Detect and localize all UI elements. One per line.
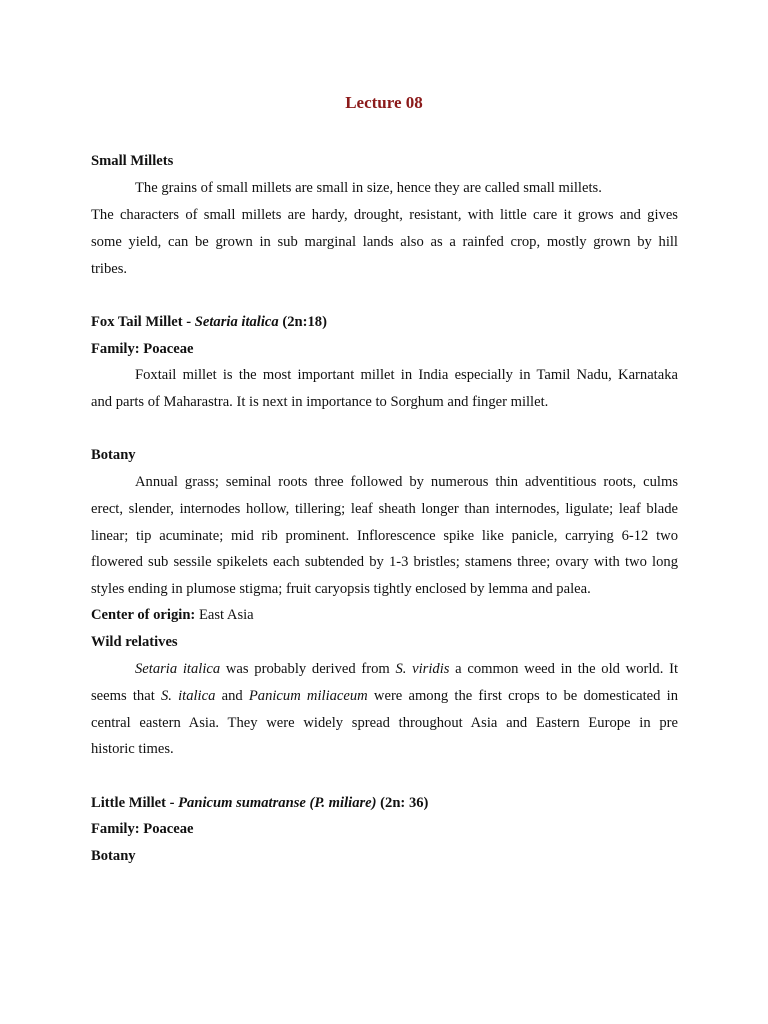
little-millet-botany-heading: Botany [91, 848, 136, 864]
foxtail-botany-line-3: linear; tip acuminate; mid rib prominent. Inflorescence spike like panicle, carrying 6-12 two [91, 528, 678, 544]
foxtail-botany-line-2: erect, slender, internodes hollow, tillering; leaf sheath longer than internodes, ligulate; leaf blade [91, 501, 678, 517]
little-millet-species-name: Panicum sumatranse (P. miliare) [178, 795, 377, 811]
little-millet-chromosome-number: (2n: 36) [376, 795, 429, 811]
foxtail-botany-heading: Botany [91, 447, 136, 463]
species-s-italica: S. italica [160, 688, 216, 704]
foxtail-species-name: Setaria italica [194, 314, 279, 330]
little-millet-family: Family: Poaceae [91, 821, 194, 837]
wild-relatives-line-1 [135, 659, 678, 679]
small-millets-characters-line-3: tribes. [91, 261, 128, 277]
foxtail-heading [91, 312, 327, 332]
wild-text-segment: were among the first crops to be domesticated in [367, 688, 678, 704]
wild-relatives-line-4: historic times. [91, 741, 174, 757]
small-millets-heading: Small Millets [91, 153, 174, 169]
wild-relatives-heading: Wild relatives [91, 634, 178, 650]
little-millet-heading-prefix: Little Millet - [91, 795, 179, 811]
foxtail-botany-line-4: flowered sub sessile spikelets each subtended by 1-3 bristles; stamens three; ovary with two long [91, 554, 678, 570]
small-millets-characters-line-1: The characters of small millets are hardy, drought, resistant, with little care it grows and gives [91, 207, 678, 223]
center-of-origin-value: East Asia [195, 607, 254, 623]
center-of-origin [91, 605, 254, 625]
species-panicum-miliaceum: Panicum miliaceum [248, 688, 368, 704]
foxtail-botany-line-1: Annual grass; seminal roots three followed by numerous thin adventitious roots, culms [135, 474, 678, 490]
lecture-title: Lecture 08 [345, 93, 423, 112]
wild-text-segment: seems that [91, 688, 161, 704]
foxtail-chromosome-number: (2n:18) [278, 314, 327, 330]
small-millets-intro: The grains of small millets are small in size, hence they are called small millets. [135, 180, 602, 196]
foxtail-description-line-1: Foxtail millet is the most important millet in India especially in Tamil Nadu, Karnataka [135, 367, 678, 383]
wild-relatives-line-3: central eastern Asia. They were widely spread throughout Asia and Eastern Europe in pre [91, 715, 678, 731]
wild-text-segment: was probably derived from [220, 661, 396, 677]
foxtail-family: Family: Poaceae [91, 341, 194, 357]
foxtail-botany-line-5: styles ending in plumose stigma; fruit caryopsis tightly enclosed by lemma and palea. [91, 581, 591, 597]
species-setaria-italica: Setaria italica [135, 661, 221, 677]
foxtail-description-line-2: and parts of Maharastra. It is next in importance to Sorghum and finger millet. [91, 394, 549, 410]
small-millets-characters-line-2: some yield, can be grown in sub marginal lands also as a rainfed crop, mostly grown by hill [91, 234, 678, 250]
wild-text-segment: and [215, 688, 249, 704]
foxtail-heading-prefix: Fox Tail Millet - [91, 314, 195, 330]
wild-relatives-line-2 [91, 686, 678, 706]
species-s-viridis: S. viridis [395, 661, 450, 677]
center-of-origin-label: Center of origin: [91, 607, 196, 623]
wild-text-segment: a common weed in the old world. It [449, 661, 678, 677]
little-millet-heading [91, 793, 428, 813]
